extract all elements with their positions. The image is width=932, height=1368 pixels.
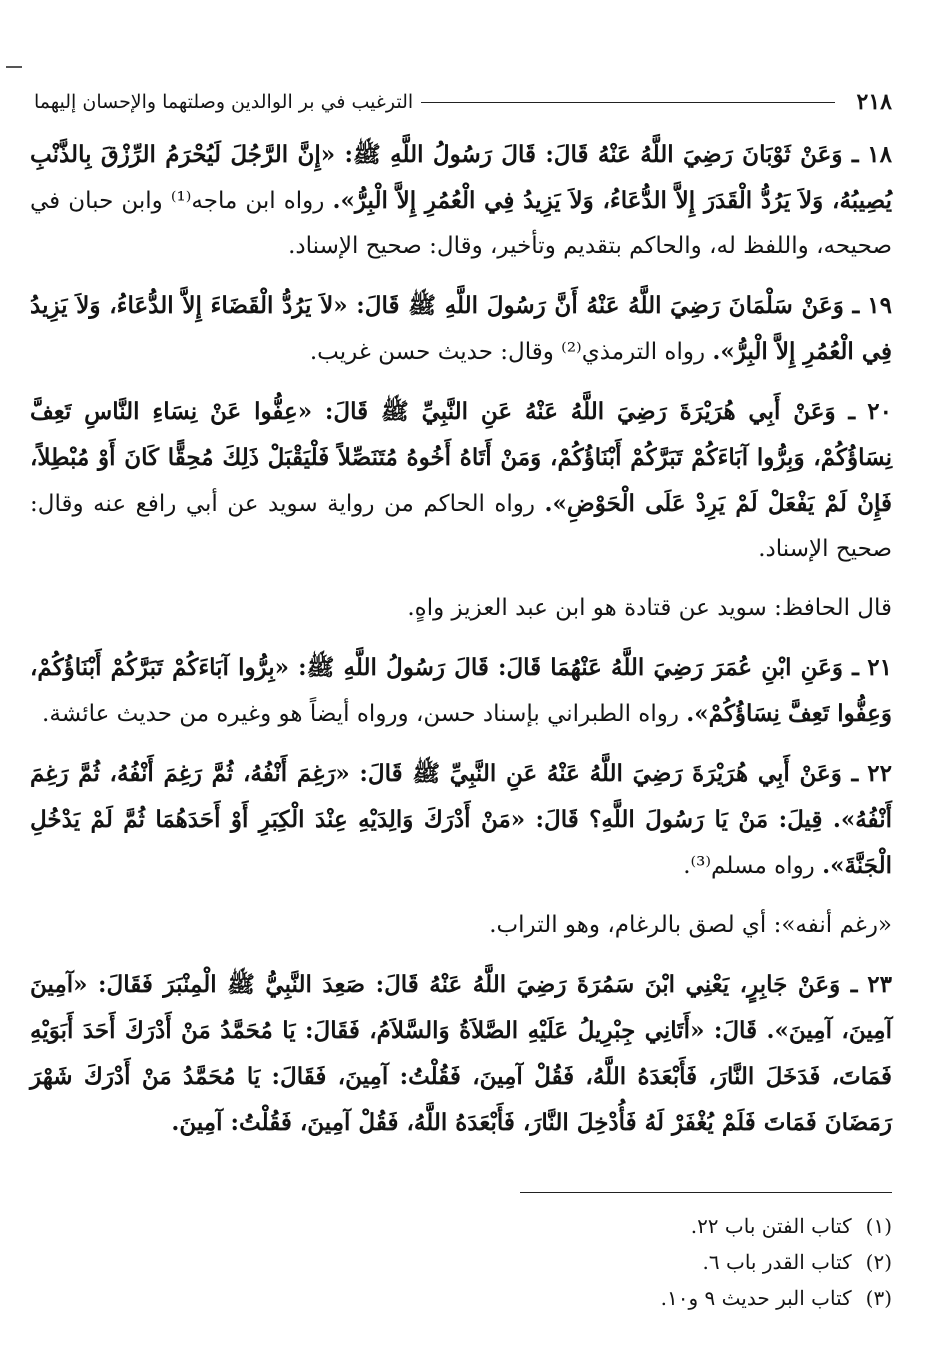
footnote-mark: (٢) [865, 1250, 892, 1274]
hadith-source: رواه ابن ماجه⁽¹⁾ وابن حبان في صحيحه، واللفظ له، والحاكم بتقديم وتأخير، وقال: صحيح الإسناد. [30, 188, 892, 259]
page-body [30, 132, 892, 1160]
page-number: ٢١٨ [856, 89, 892, 115]
hadith-21 [30, 645, 892, 737]
gloss-note: «رغم أنفه»: أي لصق بالرغام، وهو التراب. [489, 912, 892, 938]
hadith-source: رواه الحاكم من رواية سويد عن أبي رافع عنه وقال: صحيح الإسناد. [30, 491, 892, 562]
hadith-text: ـ وَعَنْ جَابِرٍ، يَعْنِي ابْنَ سَمُرَةَ رَضِيَ اللَّهُ عَنْهُ قَالَ: صَعِدَ النَّبِيُّ ﷺ الْمِنْبَرَ فَقَالَ: «آمِينَ آمِينَ، آمِينَ». قَالَ: «أَتَانِي جِبْرِيلُ عَلَيْهِ الصَّلاَةُ وَالسَّلاَمُ، فَقَالَ: يَا مُحَمَّدُ مَنْ أَدْرَكَ أَحَدَ أَبَوَيْهِ فَمَاتَ، فَدَخَلَ النَّارَ، فَأَبْعَدَهُ اللَّهُ، فَقُلْ آمِينَ، فَقُلْتُ: آمِينَ، فَقَالَ: يَا مُحَمَّدُ مَنْ أَدْرَكَ شَهْرَ رَمَضَانَ فَمَاتَ فَلَمْ يُغْفَرْ لَهُ فَأُدْخِلَ النَّارَ، فَأَبْعَدَهُ اللَّهُ، فَقُلْ آمِينَ، فَقُلْتُ: آمِينَ. [30, 971, 893, 1136]
hadith-23 [30, 962, 892, 1146]
footnote-2 [300, 1244, 892, 1280]
running-title: الترغيب في بر الوالدين وصلتهما والإحسان إليهما [34, 91, 414, 113]
hadith-source: رواه مسلم⁽³⁾. [683, 853, 815, 879]
hadith-text: ـ وَعَنْ ثَوْبَانَ رَضِيَ اللَّهُ عَنْهُ قَالَ: قَالَ رَسُولُ اللَّهِ ﷺ: «إِنَّ الرَّجُلَ لَيُحْرَمُ الرِّزْقَ بِالذَّنْبِ يُصِيبُهُ، وَلاَ يَرُدُّ الْقَدَرَ إِلاَّ الدُّعَاءُ، وَلاَ يَزِيدُ فِي الْعُمُرِ إِلاَّ الْبِرُّ». [30, 141, 893, 214]
hadith-text: ـ وَعَنْ أَبِي هُرَيْرَةَ رَضِيَ اللَّهُ عَنْهُ عَنِ النَّبِيِّ ﷺ قَالَ: «رَغِمَ أَنْفُهُ، ثُمَّ رَغِمَ أَنْفُهُ، ثُمَّ رَغِمَ أَنْفُهُ». قِيلَ: مَنْ يَا رَسُولَ اللَّهِ؟ قَالَ: «مَنْ أَدْرَكَ وَالِدَيْهِ عِنْدَ الْكِبَرِ أَوْ أَحَدَهُمَا ثُمَّ لَمْ يَدْخُلِ الْجَنَّةَ». [30, 760, 892, 879]
hadith-text: ـ وَعَنْ سَلْمَانَ رَضِيَ اللَّهُ عَنْهُ أَنَّ رَسُولَ اللَّهِ ﷺ قَالَ: «لاَ يَرُدُّ الْقَضَاءَ إِلاَّ الدُّعَاءُ، وَلاَ يَزِيدُ فِي الْعُمُرِ إِلاَّ الْبِرُّ». [30, 292, 892, 365]
hadith-number: ٢١ [867, 654, 893, 681]
page-header [34, 86, 892, 118]
hadith-number: ١٨ [867, 141, 893, 168]
footnote-text: كتاب البر حديث ٩ و١٠. [660, 1286, 852, 1310]
hadith-20 [30, 389, 892, 572]
hadith-text: ـ وَعَنِ ابْنِ عُمَرَ رَضِيَ اللَّهُ عَنْهُمَا قَالَ: قَالَ رَسُولُ اللَّهِ ﷺ: «بِرُّوا آبَاءَكُمْ تَبَرَّكُمْ أَبْنَاؤُكُمْ، وَعِفُّوا تَعِفَّ نِسَاؤُكُمْ». [30, 654, 892, 727]
footnote-text: كتاب القدر باب ٦. [702, 1250, 852, 1274]
hadith-number: ١٩ [867, 292, 892, 319]
footnote-mark: (١) [865, 1214, 892, 1238]
hadith-text: ـ وَعَنْ أَبِي هُرَيْرَةَ رَضِيَ اللَّهُ عَنْهُ عَنِ النَّبِيِّ ﷺ قَالَ: «عِفُّوا عَنْ نِسَاءِ النَّاسِ تَعِفَّ نِسَاؤُكُمْ، وَبِرُّوا آبَاءَكُمْ تَبَرَّكُمْ أَبْنَاؤُكُمْ، وَمَنْ أَتَاهُ أَخُوهُ مُتَنَصِّلاً فَلْيَقْبَلْ ذَلِكَ مُحِقًّا كَانَ أَوْ مُبْطِلاً، فَإِنْ لَمْ يَفْعَلْ لَمْ يَرِدْ عَلَى الْحَوْضِ». [30, 398, 893, 517]
footnote-1 [300, 1208, 892, 1244]
corner-mark [6, 66, 22, 68]
hadith-18 [30, 132, 892, 269]
hadith-number: ٢٠ [867, 398, 893, 425]
hadith-source: رواه الترمذي⁽²⁾ وقال: حديث حسن غريب. [309, 339, 706, 365]
hadith-number: ٢٣ [867, 971, 892, 998]
hafiz-note: قال الحافظ: سويد عن قتادة هو ابن عبد العزيز واهٍ. [407, 595, 892, 621]
footnote-mark: (٣) [865, 1286, 892, 1310]
footnote-text: كتاب الفتن باب ٢٢. [690, 1214, 852, 1238]
footnotes [300, 1208, 892, 1316]
header-rule [421, 102, 834, 103]
hadith-number: ٢٢ [867, 760, 893, 787]
hadith-22 [30, 751, 892, 889]
footnote-3 [300, 1280, 892, 1316]
hadith-source: رواه الطبراني بإسناد حسن، ورواه أيضاً هو وغيره من حديث عائشة. [42, 701, 679, 727]
hadith-19 [30, 283, 892, 375]
footnote-rule [520, 1192, 892, 1193]
